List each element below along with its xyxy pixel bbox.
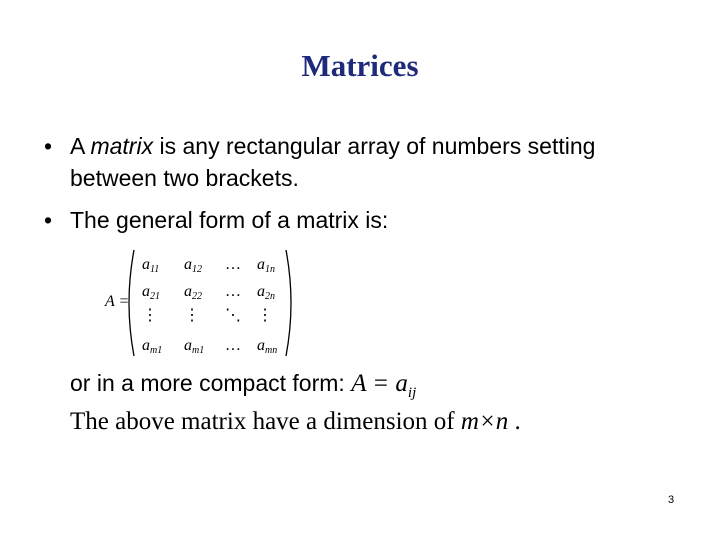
compact-form-text: or in a more compact form: [70,370,352,396]
general-matrix-equation [100,244,310,362]
matrix-cell-r4-c1: am1 [142,337,163,356]
bullet-icon: • [44,133,53,159]
bullet-text-emphasis: matrix [90,133,154,159]
matrix-cell-r3-c3: ⋱ [225,307,241,324]
matrix-lhs: A = [105,293,130,310]
left-parenthesis-icon [129,250,134,356]
compact-form-line [70,368,416,408]
matrix-cells [142,256,277,356]
bullet-item-matrix-definition [40,130,680,194]
matrix-cell-r2-c4: a2n [257,283,275,302]
dimension-line [70,406,521,438]
matrix-cell-r4-c4: amn [257,337,278,356]
compact-form-subscript: ij [407,385,417,401]
matrix-cell-r1-c2: a12 [184,256,202,275]
matrix-cell-r3-c2: ⋮ [184,307,200,324]
matrix-cell-r4-c3: … [225,337,241,354]
matrix-cell-r3-c1: ⋮ [142,307,158,324]
matrix-cell-r2-c3: … [225,283,241,300]
bullet-text-post: is any rectangular array of numbers setting between two brackets. [70,133,596,191]
matrix-cell-r1-c3: … [225,256,241,273]
matrix-cell-r1-c1: a11 [142,256,160,275]
bullet-item-general-form [40,204,680,236]
matrix-cell-r1-c4: a1n [257,256,275,275]
slide-title: Matrices [301,48,419,83]
matrix-cell-r2-c1: a21 [142,283,160,302]
bullet-list [40,130,680,236]
matrix-cell-r4-c2: am1 [184,337,205,356]
matrix-cell-r3-c4: ⋮ [257,307,273,324]
dimension-text: The above matrix have a dimension of [70,408,461,435]
bullet-text: The general form of a matrix is: [70,207,389,233]
bullet-icon: • [44,207,53,233]
dimension-math: m×n [460,408,509,435]
right-parenthesis-icon [286,250,291,356]
bullet-text-pre: A [70,133,91,159]
dimension-end: . [508,408,521,435]
page-number: 3 [668,494,675,506]
compact-form-math: A = a [351,370,408,397]
matrix-cell-r2-c2: a22 [184,283,202,302]
